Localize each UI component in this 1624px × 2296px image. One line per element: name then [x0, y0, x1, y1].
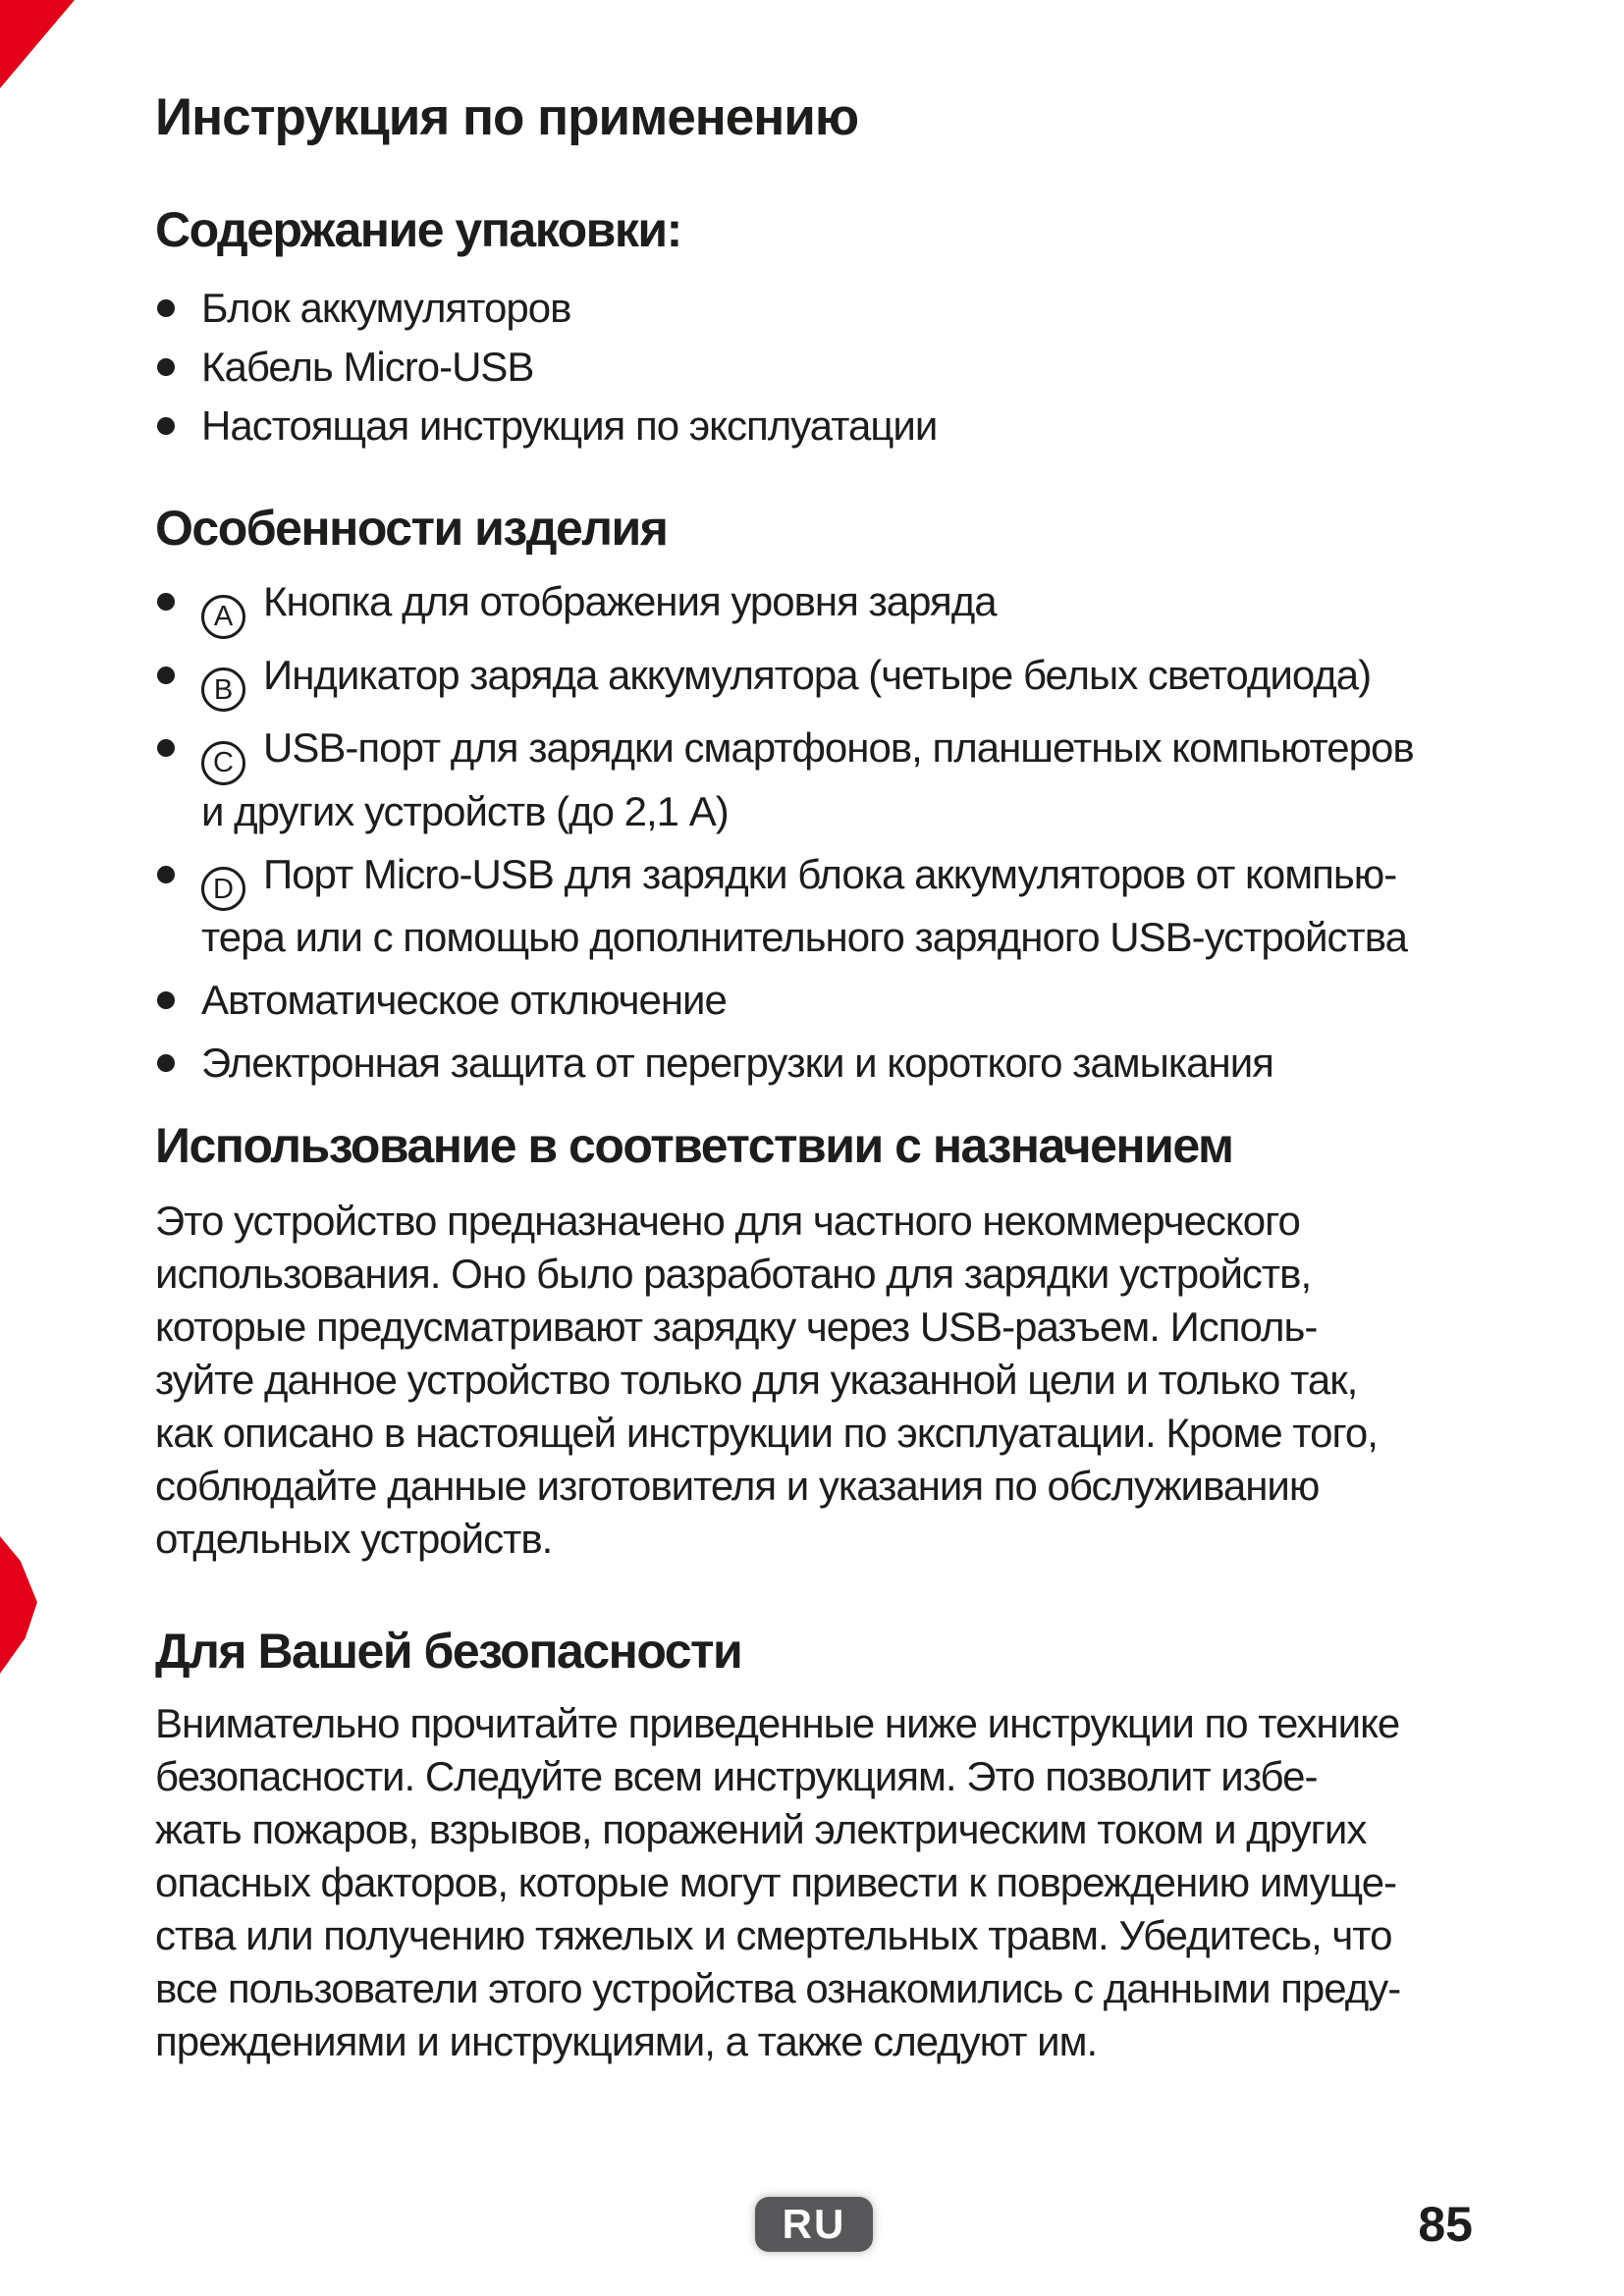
section-heading-package-contents: Содержание упаковки:: [155, 202, 681, 257]
section-product-features: [155, 498, 1473, 1090]
bullet-icon: [157, 417, 175, 435]
circled-letter-c-icon: C: [201, 741, 245, 785]
section-package-contents: [155, 199, 1473, 453]
list-item-line: и других устройств (до 2,1 А): [201, 787, 729, 834]
bullet-icon: [157, 299, 175, 317]
list-item-line: Автоматическое отключение: [201, 977, 727, 1023]
bullet-icon: [157, 593, 175, 611]
section-heading-safety: Для Вашей безопасности: [155, 1624, 742, 1679]
paragraph-line: которые предусматривают зарядку через USB-разъем. Исполь-: [155, 1304, 1318, 1350]
paragraph-line: Это устройство предназначено для частного некоммерческого: [155, 1198, 1300, 1244]
feature-label: Порт Micro-USB для зарядки блока аккумуляторов от компью-: [263, 850, 1397, 897]
list-item-line: [201, 649, 1473, 713]
list-item-line: Настоящая инструкция по эксплуатации: [201, 402, 938, 449]
bullet-icon: [157, 667, 175, 684]
bullet-icon: [157, 1054, 175, 1072]
list-item-line: [201, 848, 1473, 912]
bullet-icon: [157, 358, 175, 376]
paragraph-line: все пользователи этого устройства ознакомились с данными преду-: [155, 1965, 1401, 2011]
page-number: 85: [1418, 2197, 1473, 2252]
page-content: [155, 86, 1473, 2252]
list-item: [155, 974, 1473, 1027]
list-item-line: Кабель Micro-USB: [201, 344, 534, 390]
paragraph-line: Внимательно прочитайте приведенные ниже инструкции по технике: [155, 1700, 1400, 1746]
list-item-line: [201, 575, 1473, 639]
paragraph-line: ства или получению тяжелых и смертельных травм. Убедитесь, что: [155, 1912, 1392, 1958]
list-item-text: [201, 400, 1473, 453]
sections-root: [155, 199, 1473, 2068]
list-item-line: [201, 721, 1473, 785]
paragraph-line: зуйте данное устройство только для указанной цели и только так,: [155, 1357, 1358, 1403]
list-item: [155, 341, 1473, 394]
circled-letter-b-icon: B: [201, 667, 245, 712]
list-item-text: [201, 341, 1473, 394]
paragraph-line: как описано в настоящей инструкции по эксплуатации. Кроме того,: [155, 1410, 1378, 1456]
list-item-text: [201, 848, 1473, 965]
paragraph-line: опасных факторов, которые могут привести к повреждению имуще-: [155, 1859, 1397, 1905]
list-item-line: Блок аккумуляторов: [201, 285, 571, 331]
circled-letter-a-icon: A: [201, 595, 245, 639]
circled-letter-d-icon: D: [201, 867, 245, 911]
paragraph-line: жать пожаров, взрывов, поражений электрическим током и других: [155, 1806, 1367, 1852]
section-heading-intended-use: Использование в соответствии с назначением: [155, 1118, 1233, 1173]
list-item-line: тера или с помощью дополнительного зарядного USB-устройства: [201, 914, 1407, 960]
list-item: [155, 848, 1473, 965]
paragraph-line: использования. Оно было разработано для зарядки устройств,: [155, 1251, 1312, 1297]
feature-label: Индикатор заряда аккумулятора (четыре белых светодиода): [263, 651, 1372, 698]
section-heading-product-features: Особенности изделия: [155, 501, 668, 556]
paragraph: [155, 1697, 1473, 2068]
feature-label: Кнопка для отображения уровня заряда: [263, 578, 997, 624]
red-corner-scan-mark-top-left: [0, 0, 75, 88]
footer: [155, 2197, 1473, 2252]
list-item: [155, 721, 1473, 838]
list-item: [155, 400, 1473, 453]
list-item: [155, 1037, 1473, 1090]
bullet-icon: [157, 866, 175, 883]
paragraph: [155, 1195, 1473, 1566]
list-item-text: [201, 282, 1473, 335]
list-item-text: [201, 649, 1473, 713]
paragraph-line: отдельных устройств.: [155, 1516, 553, 1562]
section-intended-use: [155, 1115, 1473, 1566]
list-item: [155, 575, 1473, 639]
list-item-text: [201, 974, 1473, 1027]
red-edge-scan-mark-left: [0, 1536, 37, 1674]
feature-label: USB-порт для зарядки смартфонов, планшетных компьютеров: [263, 724, 1414, 771]
list-item-text: [201, 721, 1473, 838]
list-item-text: [201, 1037, 1473, 1090]
list-item-text: [201, 575, 1473, 639]
language-badge: RU: [755, 2197, 873, 2252]
paragraph-line: преждениями и инструкциями, а также следуют им.: [155, 2018, 1098, 2064]
paragraph-line: соблюдайте данные изготовителя и указания по обслуживанию: [155, 1463, 1320, 1509]
bullet-icon: [157, 739, 175, 757]
bullet-icon: [157, 991, 175, 1009]
list-item-line: Электронная защита от перегрузки и короткого замыкания: [201, 1040, 1273, 1086]
list-item: [155, 282, 1473, 335]
section-safety: [155, 1621, 1473, 2068]
page-title: Инструкция по применению: [155, 88, 859, 146]
list-item: [155, 649, 1473, 713]
paragraph-line: безопасности. Следуйте всем инструкциям. Это позволит избе-: [155, 1753, 1318, 1799]
